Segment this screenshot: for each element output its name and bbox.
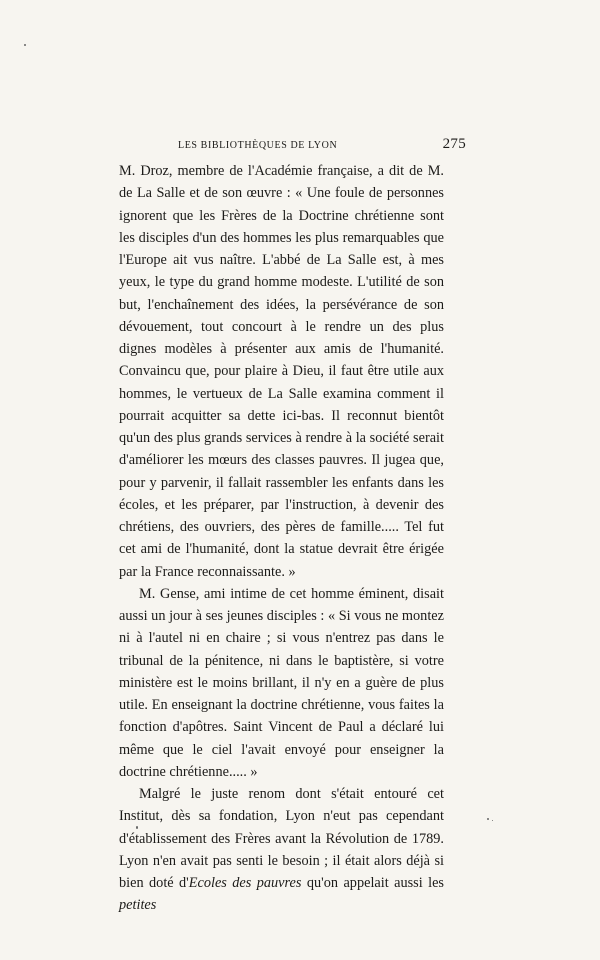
ink-speck (487, 818, 489, 820)
paragraph-gense-quote: M. Gense, ami intime de cet homme éminent, disait aussi un jour à ses jeunes disciples : « Si vous ne montez ni à l'autel ni en chaire ; si vous n'entrez pas dans le tribunal de la pénitence, ni dans le baptistère, si votre ministère est le moins brillant, il n'y en a guère de plus utile. En enseignant la doctrine chrétienne, vous faites la fonction d'apôtres. Saint Vincent de Paul a déclaré lui même que le ciel l'avait envoyé pour enseigner la doctrine chrétienne..... » (119, 585, 444, 780)
ink-speck (492, 820, 493, 821)
paragraph-lyon-schools-middle: qu'on appelait aussi les (301, 875, 444, 891)
body-text (119, 160, 444, 917)
page-number: 275 (442, 136, 466, 152)
ink-speck (24, 44, 26, 46)
paragraph-droz-quote: M. Droz, membre de l'Académie française, a dit de M. de La Salle et de son œuvre : « Une foule de personnes ignorent que les Frères de la Doctrine chrétienne sont les disciples d'un des hommes les plus remarquables que l'Europe ait vus naître. L'abbé de La Salle est, à mes yeux, le type du grand homme modeste. L'utilité de son but, l'enchaînement des idées, la persévérance de son dévouement, tout concourt à le rendre un des plus dignes modèles à présenter aux amis de l'humanité. Convaincu que, pour plaire à Dieu, il faut être utile aux hommes, le vertueux de La Salle examina comment il pourrait acquitter sa dette ici-bas. Il reconnut bientôt qu'un des plus grands services à rendre à la société serait d'améliorer les mœurs des classes pauvres. Il jugea que, pour y parvenir, il fallait rassembler les enfants dans les écoles, et les préparer, par l'instruction, à devenir des chrétiens, des ouvriers, des pères de famille..... Tel fut cet ami de l'humanité, dont la statue devrait être érigée par la France reconnaissante. » (119, 163, 444, 580)
running-title: LES BIBLIOTHÈQUES DE LYON (178, 140, 338, 151)
paragraph-lyon-schools (119, 783, 444, 917)
italic-petites: petites (119, 897, 157, 914)
running-head (120, 136, 480, 156)
ink-speck (136, 826, 138, 829)
italic-ecoles-des-pauvres: Ecoles des pauvres (188, 875, 302, 891)
paragraph-lyon-schools-start: Malgré le juste renom dont s'était entouré cet Institut, dès sa fondation, Lyon n'eut pas cependant d'établissement des Frères avant la Révolution de 1789. Lyon n'en avait pas senti le besoin ; il était alors déjà si bien doté d' (119, 786, 444, 891)
